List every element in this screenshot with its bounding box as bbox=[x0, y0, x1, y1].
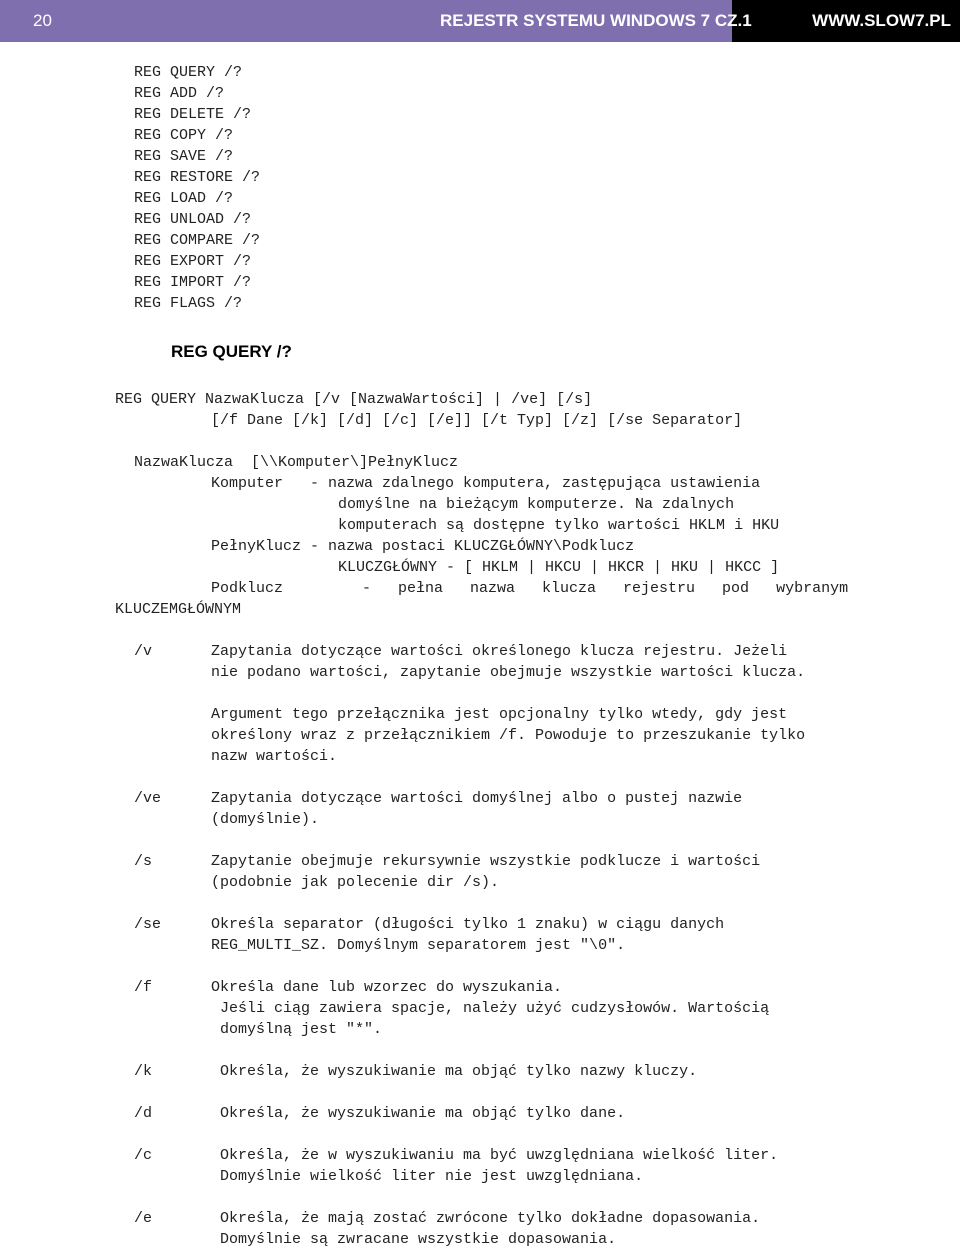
website-link[interactable]: WWW.SLOW7.PL bbox=[812, 11, 951, 30]
option-description: domyślną jest "*". bbox=[211, 1021, 383, 1038]
option-description: określony wraz z przełącznikiem /f. Powoduje to przeszukanie tylko bbox=[211, 727, 806, 744]
command-line: REG SAVE /? bbox=[134, 148, 234, 165]
keyname-line: komputerach są dostępne tylko wartości HKLM i HKU bbox=[338, 517, 780, 534]
command-line: REG DELETE /? bbox=[134, 106, 252, 123]
option-description: nie podano wartości, zapytanie obejmuje wszystkie wartości klucza. bbox=[211, 664, 806, 681]
keyname-line: - pełna nazwa klucza rejestru pod wybranym bbox=[362, 580, 849, 597]
option-description: Określa, że mają zostać zwrócone tylko dokładne dopasowania. bbox=[211, 1210, 761, 1227]
keyname-line: Komputer - nazwa zdalnego komputera, zastępująca ustawienia bbox=[211, 475, 761, 492]
syntax-line: REG QUERY NazwaKlucza [/v [NazwaWartości] | /ve] [/s] bbox=[115, 391, 593, 408]
section-heading: REG QUERY /? bbox=[171, 342, 292, 361]
command-line: REG COPY /? bbox=[134, 127, 234, 144]
option-switch: /v bbox=[134, 643, 153, 660]
keyname-line: domyślne na bieżącym komputerze. Na zdalnych bbox=[338, 496, 735, 513]
command-line: REG IMPORT /? bbox=[134, 274, 252, 291]
option-description: REG_MULTI_SZ. Domyślnym separatorem jest "\0". bbox=[211, 937, 626, 954]
command-line: REG QUERY /? bbox=[134, 64, 243, 81]
keyname-line: NazwaKlucza [\\Komputer\]PełnyKlucz bbox=[134, 454, 459, 471]
option-description: nazw wartości. bbox=[211, 748, 338, 765]
option-description: Określa dane lub wzorzec do wyszukania. bbox=[211, 979, 563, 996]
option-switch: /e bbox=[134, 1210, 153, 1227]
syntax-line: [/f Dane [/k] [/d] [/c] [/e]] [/t Typ] [/z] [/se Separator] bbox=[211, 412, 743, 429]
command-line: REG ADD /? bbox=[134, 85, 225, 102]
option-description: Zapytania dotyczące wartości domyślnej albo o pustej nazwie bbox=[211, 790, 743, 807]
keyname-line: KLUCZEMGŁÓWNYM bbox=[115, 601, 242, 618]
command-line: REG LOAD /? bbox=[134, 190, 234, 207]
option-description: Określa, że wyszukiwanie ma objąć tylko dane. bbox=[211, 1105, 626, 1122]
option-description: (domyślnie). bbox=[211, 811, 320, 828]
command-line: REG FLAGS /? bbox=[134, 295, 243, 312]
page-number: 20 bbox=[33, 11, 52, 30]
option-description: Zapytania dotyczące wartości określonego klucza rejestru. Jeżeli bbox=[211, 643, 788, 660]
option-description: Jeśli ciąg zawiera spacje, należy użyć cudzysłowów. Wartością bbox=[211, 1000, 770, 1017]
option-description: Określa, że wyszukiwanie ma objąć tylko nazwy kluczy. bbox=[211, 1063, 698, 1080]
option-switch: /d bbox=[134, 1105, 153, 1122]
option-switch: /c bbox=[134, 1147, 153, 1164]
option-description: Zapytanie obejmuje rekursywnie wszystkie podklucze i wartości bbox=[211, 853, 761, 870]
keyname-line: PełnyKlucz - nazwa postaci KLUCZGŁÓWNY\Podklucz bbox=[211, 538, 635, 555]
option-description: Określa, że w wyszukiwaniu ma być uwzględniana wielkość liter. bbox=[211, 1147, 779, 1164]
keyname-line: Podklucz bbox=[211, 580, 284, 597]
keyname-line: KLUCZGŁÓWNY - [ HKLM | HKCU | HKCR | HKU | HKCC ] bbox=[338, 559, 780, 576]
option-switch: /s bbox=[134, 853, 153, 870]
option-description: (podobnie jak polecenie dir /s). bbox=[211, 874, 500, 891]
option-description: Domyślnie wielkość liter nie jest uwzględniana. bbox=[211, 1168, 644, 1185]
document-title: REJESTR SYSTEMU WINDOWS 7 CZ.1 bbox=[440, 11, 752, 30]
option-switch: /f bbox=[134, 979, 153, 996]
option-switch: /se bbox=[134, 916, 162, 933]
option-switch: /k bbox=[134, 1063, 153, 1080]
option-description: Argument tego przełącznika jest opcjonalny tylko wtedy, gdy jest bbox=[211, 706, 788, 723]
command-line: REG UNLOAD /? bbox=[134, 211, 252, 228]
page-header bbox=[0, 0, 960, 42]
option-description: Domyślnie są zwracane wszystkie dopasowania. bbox=[211, 1231, 617, 1248]
option-switch: /ve bbox=[134, 790, 162, 807]
option-description: Określa separator (długości tylko 1 znaku) w ciągu danych bbox=[211, 916, 725, 933]
command-line: REG COMPARE /? bbox=[134, 232, 261, 249]
command-line: REG EXPORT /? bbox=[134, 253, 252, 270]
command-line: REG RESTORE /? bbox=[134, 169, 261, 186]
